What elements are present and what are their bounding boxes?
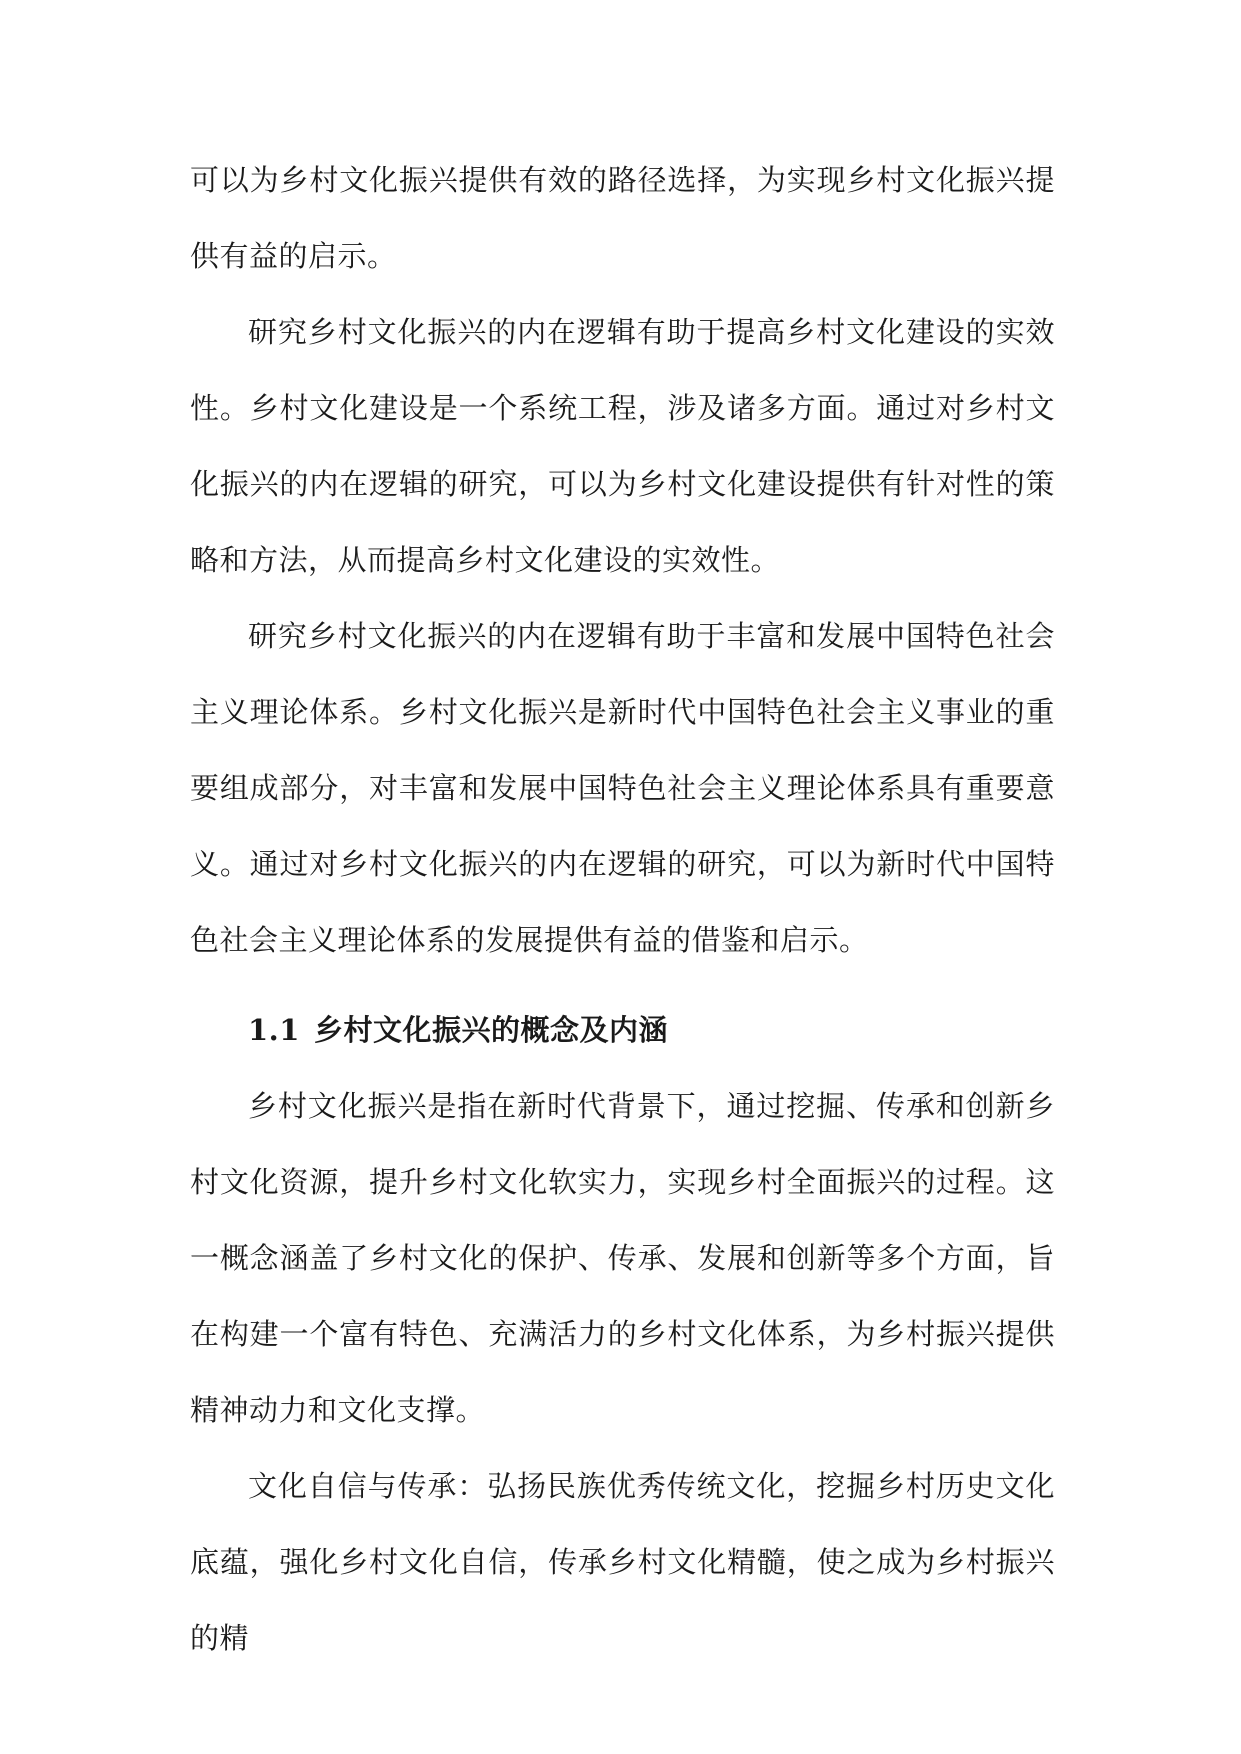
- paragraph-cultural-confidence: 文化自信与传承：弘扬民族优秀传统文化，挖掘乡村历史文化底蕴，强化乡村文化自信，传承乡村文化精髓，使之成为乡村振兴的精: [190, 1469, 1055, 1655]
- body-text: [190, 142, 1055, 1676]
- paragraph-continuation: 可以为乡村文化振兴提供有效的路径选择，为实现乡村文化振兴提供有益的启示。: [190, 163, 1055, 273]
- paragraph-concept: 乡村文化振兴是指在新时代背景下，通过挖掘、传承和创新乡村文化资源，提升乡村文化软实力，实现乡村全面振兴的过程。这一概念涵盖了乡村文化的保护、传承、发展和创新等多个方面，旨在构建一个富有特色、充满活力的乡村文化体系，为乡村振兴提供精神动力和文化支撑。: [190, 1089, 1055, 1427]
- section-heading: [190, 992, 1055, 1068]
- section-title: 乡村文化振兴的概念及内涵: [313, 1013, 668, 1047]
- section-number: 1.1: [248, 1013, 300, 1047]
- paragraph-effectiveness: 研究乡村文化振兴的内在逻辑有助于提高乡村文化建设的实效性。乡村文化建设是一个系统工程，涉及诸多方面。通过对乡村文化振兴的内在逻辑的研究，可以为乡村文化建设提供有针对性的策略和方法，从而提高乡村文化建设的实效性。: [190, 315, 1055, 577]
- paragraph-theory-system: 研究乡村文化振兴的内在逻辑有助于丰富和发展中国特色社会主义理论体系。乡村文化振兴是新时代中国特色社会主义事业的重要组成部分，对丰富和发展中国特色社会主义理论体系具有重要意义。通过对乡村文化振兴的内在逻辑的研究，可以为新时代中国特色社会主义理论体系的发展提供有益的借鉴和启示。: [190, 619, 1055, 957]
